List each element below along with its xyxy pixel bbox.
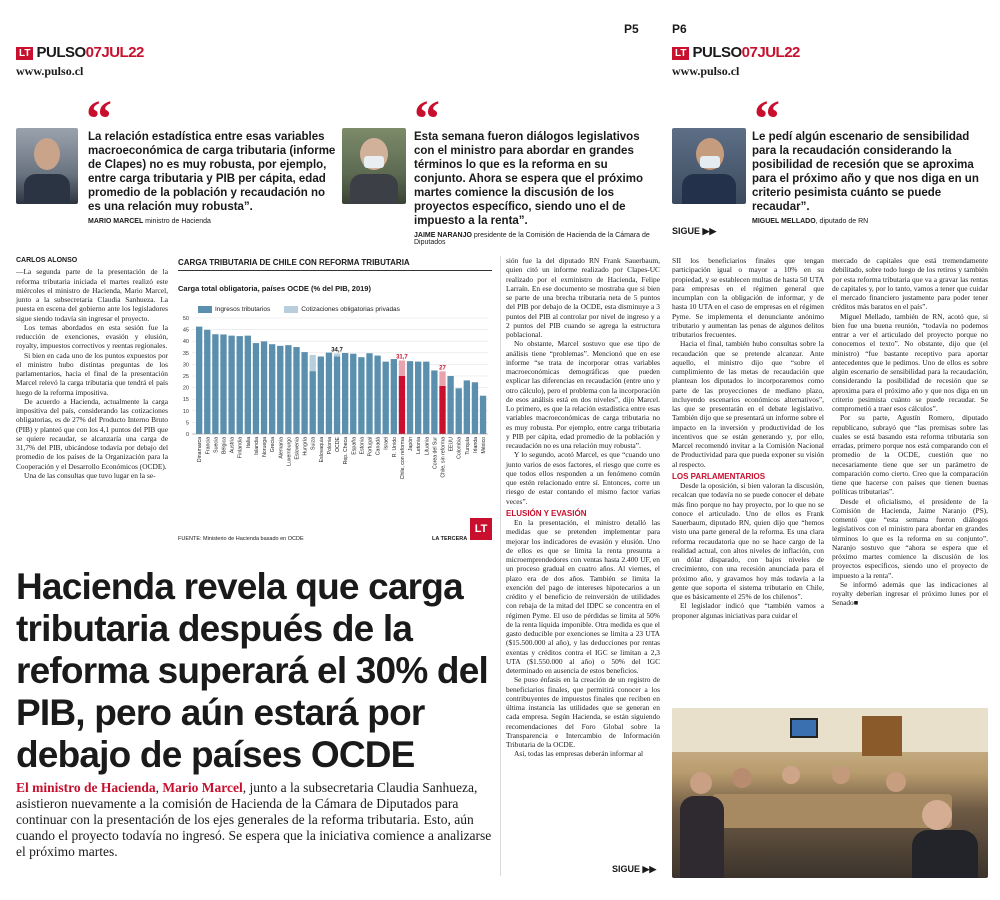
lt-badge: LT <box>470 518 492 540</box>
quote-text: La relación estadística entre esas variables macroeconómica de carga tributaria (informe de Clapes) no es muy robusta, por ejemplo, entre carga tributaria y PIB per cápita, edad promedio de la población y recaudación no es una relación muy robusta”. <box>88 131 336 213</box>
page-number-left: P5 <box>624 22 639 36</box>
legend-swatch-icon <box>284 306 298 313</box>
bar <box>464 380 470 434</box>
bar <box>374 356 380 434</box>
bar <box>301 352 307 434</box>
quote-author: JAIME NARANJO <box>414 232 472 239</box>
byline: CARLOS ALONSO <box>16 257 78 264</box>
paragraph: Desde la oposición, si bien valoran la discusión, recalcan que todavía no se puede conocer el debate más fino porque no hay proyecto, por lo que no se conoce el articulado. Uno de ellos es Frank Sauerbaum, diputado RN, quien dijo que “hemos visto una parte general de la reforma. Es una clara reforma recaudatoria que no se hace cargo de la realidad actual, con altos niveles de inflación, con un dólar disparado, con bajos niveles de crecimiento, con una recesión anunciada para el próximo año, y gravamos hoy más todavía a la gente que soporta el sistema tributario en Chile, que es básicamente el 25% de los chilenos”. <box>672 481 824 601</box>
legend-item <box>198 306 270 313</box>
quote-role: presidente de la Comisión de Hacienda de la Cámara de Diputados <box>414 232 650 246</box>
article-col-4 <box>832 256 988 608</box>
chart-subtitle: Carga total obligatoria, países OCDE (% del PIB, 2019) <box>178 284 371 293</box>
bar <box>196 327 202 434</box>
x-tick-label: Suecia <box>213 437 220 453</box>
paragraph: Por su parte, Agustín Romero, diputado republicano, subrayó que “las premisas sobre las cuales se está basando esta reforma tributaria son erradas, primero porque nos está comparando con el promedio de la OCDE, cuestión que no necesariamente tiene que ser un parámetro de comparación como cierto. Creo que la comparación tiene que hacerse con países que tienen buenas políticas tributarias”. <box>832 413 988 497</box>
lead-highlight: El ministro de Hacienda <box>16 780 156 795</box>
chart-source: FUENTE: Ministerio de Hacienda basado en OCDE <box>178 536 304 542</box>
brand-date: 07JUL22 <box>741 44 800 61</box>
x-tick-label: Portugal <box>367 437 374 457</box>
quote-role: ministro de Hacienda <box>143 218 211 225</box>
bar <box>342 353 348 434</box>
legend-label: Ingresos tributarios <box>215 306 271 313</box>
y-tick-label: 35 <box>182 350 189 357</box>
brand-name: PULSO <box>36 44 86 61</box>
x-tick-label: Irlanda <box>472 437 479 453</box>
bar-chart <box>176 314 494 544</box>
bar <box>439 386 445 434</box>
paragraph: Desde el oficialismo, el presidente de la Comisión de Hacienda, Jaime Naranjo (PS), comentó que “esta semana fueron diálogos legislativos con el ministro para abordar en grandes términos lo que es la reforma en su conjunto”. Naranjo sostuvo que “ahora se espera que el próximo martes comience la discusión de los proyectos específicos, siendo uno el proyecto de impuesto a la renta”. <box>832 496 988 580</box>
x-tick-label: Austria <box>229 437 236 454</box>
x-tick-label: Chile, sin reforma <box>440 437 447 478</box>
paragraph: Una de las consultas que tuvo lugar en la se- <box>24 470 156 480</box>
x-tick-label: México <box>481 437 488 454</box>
quote-text: Esta semana fueron diálogos legislativos con el ministro para abordar en grandes términos lo que es la reforma en su conjunto. Ahora se espera que el próximo martes comience la discusión de los proyectos específico, siendo uno el de impuesto a la renta”. <box>414 131 643 227</box>
bar <box>366 353 372 434</box>
bar <box>383 362 389 434</box>
quote-mark-icon: “ <box>754 100 780 136</box>
y-tick-label: 0 <box>185 432 189 438</box>
bar <box>253 343 259 434</box>
x-tick-label: Noruega <box>262 437 269 457</box>
paragraph: mercado de capitales que está tremendamente debilitado, sobre todo luego de los retiros y también por esta reforma tributaria que va a gravar las rentas de capitales y, por lo tanto, vamos a tener que cuidar el mercado financiero justamente para poder tener créditos más baratos en el país”. <box>832 256 988 312</box>
quote-author-line <box>414 232 662 246</box>
quote-author-line <box>752 218 988 225</box>
paragraph: sión fue la del diputado RN Frank Sauerbaum, quien citó un informe realizado por Clapes-UC realizado por el exministro de Hacienda, Felipe Larraín. En ese documento se mostraba que si bien se parte de una brecha tributaria neta de 5 puntos del PIB por debajo de la OCDE, esta disminuye a 3 puntos del PIB al controlar por nivel de ingreso y a 2 puntos del PIB cuando se agrega la estructura poblacional. <box>506 256 660 339</box>
y-tick-label: 20 <box>182 385 189 392</box>
subheading: ELUSIÓN Y EVASIÓN <box>506 508 587 518</box>
paragraph: Hacia el final, también hubo consultas sobre la recaudación que se pretende alcanzar. Ante aquello, el ministro dijo que “sobre el cumplimiento de las metas de recaudación que plantean los diputados lo incorporaremos como parte de las proyecciones de mediano plazo, incluyendo escenarios económicos alternativos”, las que se presentarán en el debate legislativo. También dijo que se presentará un informe sobre el impacto en la inversión y productividad de los incentivos que se están generando y, por ello, Marcel recomendó invitar a la Comisión Nacional de Productividad para que pueda exponer su visión al respecto. <box>672 339 824 469</box>
lead-highlight: Mario Marcel <box>162 780 243 795</box>
x-tick-label: Rep. Checa <box>343 437 350 465</box>
masthead-left <box>16 44 144 62</box>
bar <box>431 370 437 434</box>
x-tick-label: Luxemburgo <box>286 437 293 466</box>
quote-author: MARIO MARCEL <box>88 218 144 225</box>
y-tick-label: 40 <box>182 339 189 346</box>
x-tick-label: Canadá <box>375 437 382 456</box>
bar <box>293 347 299 434</box>
paragraph: Si bien en cada uno de los puntos expuestos por el ministro hubo distintas preguntas de los parlamentarios, hacia el final de la presentación Marcel relevó la carga tributaria que tendrá el país luego de la reforma impositiva. <box>16 350 168 397</box>
quote-text: Le pedí algún escenario de sensibilidad para la recaudación considerando la posibilidad de recesión que se aproxima para el próximo año y que nos diga en un criterio pesimista cuánto se puede recaudar”. <box>752 131 979 213</box>
lead-text: , junto a la subsecretaria Claudia Sanhueza, asistieron nuevamente a la comisión de Hacienda de la Cámara de Diputados para continuar con la presentación de los ejes generales de la reforma tributaria. Esto, aún cuando el proyecto todavía no ingresó. Se espera que la iniciativa comience a analizarse el próximo martes. <box>16 780 492 859</box>
quote-author: MIGUEL MELLADO <box>752 218 816 225</box>
y-tick-label: 25 <box>182 374 189 380</box>
quote-mark-icon: “ <box>414 100 440 136</box>
portrait-marcel <box>16 128 78 204</box>
paragraph: Así, todas las empresas deberán informar al <box>514 749 644 759</box>
chart-title: CARGA TRIBUTARIA DE CHILE CON REFORMA TRIBUTARIA <box>178 258 492 271</box>
bar <box>472 382 478 434</box>
y-tick-label: 15 <box>182 397 189 404</box>
site-url[interactable]: www.pulso.cl <box>16 64 84 78</box>
bar <box>285 345 291 434</box>
portrait-mellado <box>672 128 746 204</box>
chart-credit: LA TERCERA <box>432 536 468 542</box>
bar <box>212 334 218 434</box>
x-tick-label: Eslovaquia <box>318 437 325 463</box>
lead-paragraph <box>16 780 494 860</box>
bar-stack <box>334 353 340 356</box>
bar <box>310 371 316 434</box>
bar <box>204 330 210 434</box>
lt-logo: LT <box>16 47 33 60</box>
bar <box>326 353 332 434</box>
x-tick-label: España <box>351 437 358 455</box>
data-label: 31,7 <box>396 354 408 361</box>
paragraph: No obstante, Marcel sostuvo que ese tipo de análisis tiene “problemas”. Mencionó que en ese informe “se trata de incorporar otras variables macroeconómicas demográficas que pueden explicar las diferencias en recaudación (entre uno y otro cálculo), pero el problema con la incorporación de esos análisis está en dos niveles”, dijo Marcel. Lo primero, es que la relación estadística entre esas variables macroeconómicas de carga tributaria no es muy robusta. Por ejemplo, entre carga tributaria y PIB per cápita, edad promedio de la población y recaudación no es una relación muy robusta”. <box>506 339 660 450</box>
x-tick-label: Chile, con reforma <box>399 437 406 480</box>
legend-label: Cotizaciones obligatorias privadas <box>301 306 400 313</box>
paragraph: De acuerdo a Hacienda, actualmente la carga impositiva del país, considerando las cotizaciones obligatorias, es de 27% del Producto Interno Bruto (PIB) y planteó que con los 4,1 puntos del PIB que se quiere recaudar, se alcanzaría una carga de 31,7% del PIB, ubicándose todavía por debajo del promedio de los países de la Organización para la Cooperación y el Desarrollo Económicos (OCDE). <box>16 396 168 471</box>
x-tick-label: R. Unido <box>391 437 398 458</box>
bar-stack <box>439 371 445 386</box>
bar <box>350 354 356 434</box>
data-label: 34,7 <box>331 347 343 354</box>
bar <box>269 344 275 434</box>
bar <box>334 357 340 434</box>
paragraph: En la presentación, el ministro detalló las medidas que se pretenden implementar para mejorar los indicadores de evasión y elusión. Uno de ellos es que se limita la renta presunta a microemprendedores con ventas hasta 2.400 UF, en un proceso gradual en cuatro años. Al viernes, el plazo era de dos años. También se limita la exención del pago de intereses hipotecarios a un crédito y el beneficio de reinversión de utilidades con rebaja de la mitad del IDPC se concentra en el régimen Pyme. El uso de pérdidas se limita al 50% de la renta líquida imponible. Otra medida es que el gasto deducible por exenciones se limita a 23 UTA ($15.500.000 al año), y las deducciones por rentas exentas y créditos contra el IGC se limitan a 2,3 UTA ($1.550.000 al año) o 50% del IGC determinado en ausencia de estos beneficios. <box>506 518 660 675</box>
quote-role: , diputado de RN <box>815 218 869 225</box>
paragraph: SII los beneficiarios finales que tengan participación igual o mayor a 10% en su propiedad, y se establecen multas de hasta 50 UTA para empresas en el régimen general que incumplan con la obligación de informar, y de hasta 10 UTA en el caso de empresas en el régimen Pyme. Se implementa el denunciante anónimo tributario y aumentan las penas de algunos delitos tributarios frecuentes. <box>672 256 824 339</box>
bar <box>237 336 243 434</box>
chart-container <box>176 256 494 544</box>
x-tick-label: Hungría <box>302 437 309 456</box>
sigue-bottom[interactable]: SIGUE ▶▶ <box>612 864 657 874</box>
lt-logo: LT <box>672 47 689 60</box>
page-number-right: P6 <box>672 22 687 36</box>
lead-separator: , <box>155 780 163 795</box>
paragraph: Miguel Mellado, también de RN, acotó que, si bien fue una buena reunión, “todavía no podemos entrar a ver el articulado del proyecto porque no conocemos el texto”. No obstante, dijo que (el ministro) “fue bastante receptivo para aportar antecedentes que le pedimos. Uno de ellos es sobre algún escenario de sensibilidad para la recaudación, considerando la posibilidad de recesión que se aproxima para el próximo año y que nos diga en un criterio pesimista cuánto se puede recaudar. Se comprometió a traer esos cálculos”. <box>832 311 988 413</box>
portrait-naranjo <box>342 128 406 204</box>
subheading: LOS PARLAMENTARIOS <box>672 471 766 481</box>
column-divider <box>500 256 501 876</box>
y-tick-label: 45 <box>182 327 189 334</box>
x-tick-label: Bélgica <box>221 437 228 455</box>
x-tick-label: Finlandia <box>237 437 244 459</box>
bar <box>261 341 267 434</box>
y-tick-label: 5 <box>185 420 189 427</box>
data-label: 27 <box>439 365 446 372</box>
paragraph: Los temas abordados en esta sesión fue la reducción de exenciones, evasión y elusión, royalty, impuestos correctivos y reentas regionales. <box>16 322 168 351</box>
bar <box>228 336 234 434</box>
legend-swatch-icon <box>198 306 212 313</box>
x-tick-label: Israel <box>383 437 390 450</box>
paragraph: —La segunda parte de la presentación de la reforma tributaria iniciada el martes realizó este miércoles el ministro de Hacienda, Mario Marcel, junto a la subsecretaria Claudia Sanhueza. La puesta en escena del gobierno ante los legisladores sigue siendo todavía sin ingresar el proyecto. <box>16 267 168 323</box>
article-col-3 <box>672 256 824 620</box>
legend-item <box>284 306 400 313</box>
x-tick-label: Japón <box>408 437 415 452</box>
article-col-2 <box>506 256 660 759</box>
bar <box>358 357 364 434</box>
bar <box>456 388 462 434</box>
paragraph: Se puso énfasis en la creación de un registro de beneficiarios finales, que permitirá conocer a los contribuyentes de impuestos finales que reciben en última instancia las utilidades que se generan en cada empresa. Según Hacienda, se están siguiendo recomendaciones del Foro Global sobre la Transparencia e Intercambio de Información Tributaria de la OCDE. <box>506 675 660 749</box>
sigue-top[interactable]: SIGUE ▶▶ <box>672 226 717 236</box>
x-tick-label: Francia <box>205 437 212 455</box>
headline: Hacienda revela que carga tributaria después de la reforma superará el 30% del PIB, pero aún estará por debajo de países OCDE <box>16 566 488 775</box>
paragraph: El legislador indicó que “también vamos a proponer algunas iniciativas para cuidar el <box>672 601 824 620</box>
bar <box>245 336 251 434</box>
x-tick-label: EEUU <box>448 437 455 452</box>
bar <box>220 334 226 434</box>
bar <box>480 396 486 434</box>
brand-date: 07JUL22 <box>85 44 144 61</box>
x-tick-label: Colombia <box>456 437 463 459</box>
bar <box>399 376 405 434</box>
x-tick-label: Suiza <box>310 437 317 450</box>
y-tick-label: 10 <box>182 408 189 415</box>
x-tick-label: Grecia <box>270 437 277 453</box>
x-tick-label: Lituania <box>424 437 431 456</box>
paragraph: Se informó además que las indicaciones al royalty deberían ingresar el próximo lunes por el Senado■ <box>832 579 988 608</box>
x-tick-label: Turquía <box>464 437 471 455</box>
x-tick-label: Letonia <box>416 437 423 455</box>
meeting-photo <box>672 708 988 878</box>
bar <box>391 359 397 434</box>
x-tick-label: Polonia <box>326 437 333 455</box>
x-tick-label: Islandia <box>253 437 260 455</box>
x-tick-label: Italia <box>245 437 252 448</box>
x-tick-label: Alemania <box>278 437 285 459</box>
x-tick-label: Estonia <box>359 437 366 455</box>
x-tick-label: Eslovenia <box>294 437 301 460</box>
quote-mark-icon: “ <box>86 100 112 136</box>
bar-stack <box>399 360 405 376</box>
bar <box>318 357 324 434</box>
y-tick-label: 50 <box>182 316 189 322</box>
x-tick-label: OCDE <box>335 437 342 452</box>
x-tick-label: Dinamarca <box>197 437 204 463</box>
bar <box>423 362 429 434</box>
x-tick-label: Corea del Sur <box>432 437 439 470</box>
bar <box>447 376 453 434</box>
paragraph: Y lo segundo, acotó Marcel, es que “cuando uno junto varios de esos factores, el riesgo que corre es que todos ellos responden a un fenómeno común que estén relacionado entre sí. Entonces, corre un riesgo de estar contando el mismo factor varias veces”. <box>506 450 660 506</box>
site-url[interactable]: www.pulso.cl <box>672 64 740 78</box>
y-tick-label: 30 <box>182 362 189 369</box>
masthead-right <box>672 44 800 62</box>
bar <box>415 362 421 434</box>
brand-name: PULSO <box>692 44 742 61</box>
bar <box>407 361 413 434</box>
article-col-1 <box>16 256 168 480</box>
quote-block-naranjo <box>414 130 662 246</box>
quote-author-line <box>88 218 338 225</box>
quote-block-mellado <box>752 130 988 225</box>
bar <box>277 346 283 434</box>
bar-stack <box>310 355 316 371</box>
quote-block-marcel <box>88 130 338 225</box>
